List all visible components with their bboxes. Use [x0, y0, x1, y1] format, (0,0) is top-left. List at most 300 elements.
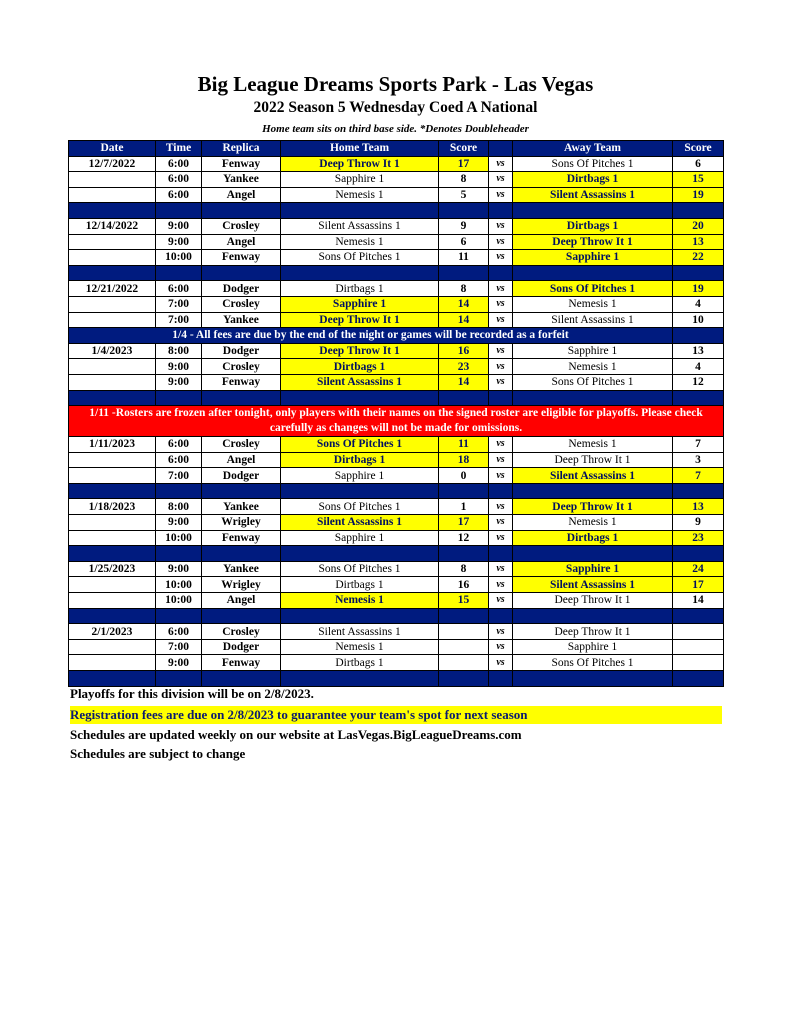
- away-score: 24: [673, 561, 724, 577]
- vs-label: vs: [489, 593, 513, 609]
- vs-label: vs: [489, 437, 513, 453]
- spacer-cell: [673, 203, 724, 219]
- away-score: 14: [673, 593, 724, 609]
- away-score: 13: [673, 234, 724, 250]
- away-team: Deep Throw It 1: [513, 593, 673, 609]
- spacer-cell: [439, 671, 489, 687]
- home-score: 5: [439, 187, 489, 203]
- game-replica: Dodger: [202, 343, 281, 359]
- vs-label: vs: [489, 359, 513, 375]
- game-replica: Yankee: [202, 499, 281, 515]
- spacer-cell: [281, 265, 439, 281]
- away-team: Silent Assassins 1: [513, 577, 673, 593]
- notice-row: [69, 328, 724, 344]
- away-team: Sons Of Pitches 1: [513, 374, 673, 390]
- game-replica: Yankee: [202, 172, 281, 188]
- game-replica: Crosley: [202, 437, 281, 453]
- home-team: Dirtbags 1: [281, 281, 439, 297]
- game-time: 7:00: [156, 312, 202, 328]
- page-subtitle: 2022 Season 5 Wednesday Coed A National: [253, 99, 538, 116]
- home-score: 8: [439, 281, 489, 297]
- vs-label: vs: [489, 172, 513, 188]
- game-date: 1/18/2023: [69, 499, 156, 515]
- game-replica: Angel: [202, 234, 281, 250]
- spacer-cell: [673, 608, 724, 624]
- game-time: 6:00: [156, 156, 202, 172]
- game-date: [69, 577, 156, 593]
- away-score: 3: [673, 452, 724, 468]
- game-time: 8:00: [156, 499, 202, 515]
- roster-alert-text: 1/11 -Rosters are frozen after tonight, only players with their names on the signed roster are eligible for playoffs. Please check carefully as changes will not be made for omissions.: [69, 406, 724, 437]
- spacer-cell: [281, 390, 439, 406]
- game-time: 8:00: [156, 343, 202, 359]
- spacer-cell: [69, 390, 156, 406]
- spacer-cell: [513, 483, 673, 499]
- home-team: Sapphire 1: [281, 468, 439, 484]
- game-replica: Dodger: [202, 468, 281, 484]
- spacer-cell: [202, 608, 281, 624]
- vs-label: vs: [489, 515, 513, 531]
- home-score: 23: [439, 359, 489, 375]
- spacer-cell: [156, 483, 202, 499]
- home-score: [439, 639, 489, 655]
- vs-label: vs: [489, 374, 513, 390]
- home-team: Deep Throw It 1: [281, 156, 439, 172]
- spacer-cell: [439, 390, 489, 406]
- game-replica: Dodger: [202, 281, 281, 297]
- game-date: [69, 250, 156, 266]
- home-score: 6: [439, 234, 489, 250]
- home-score: [439, 655, 489, 671]
- game-replica: Crosley: [202, 296, 281, 312]
- game-time: 6:00: [156, 172, 202, 188]
- away-score: 12: [673, 374, 724, 390]
- away-team: Silent Assassins 1: [513, 468, 673, 484]
- game-row: [69, 359, 724, 375]
- game-time: 7:00: [156, 639, 202, 655]
- away-team: Deep Throw It 1: [513, 234, 673, 250]
- away-score: 7: [673, 437, 724, 453]
- game-time: 10:00: [156, 250, 202, 266]
- spacer-cell: [513, 390, 673, 406]
- game-row: [69, 468, 724, 484]
- home-team: Silent Assassins 1: [281, 374, 439, 390]
- game-time: 6:00: [156, 624, 202, 640]
- game-row: [69, 577, 724, 593]
- page-title: Big League Dreams Sports Park - Las Vegas: [197, 72, 594, 96]
- game-replica: Crosley: [202, 218, 281, 234]
- away-score: 6: [673, 156, 724, 172]
- game-time: 9:00: [156, 234, 202, 250]
- playoffs-note: Playoffs for this division will be on 2/8/2023.: [70, 686, 314, 701]
- home-score: 16: [439, 343, 489, 359]
- game-time: 10:00: [156, 530, 202, 546]
- spacer-cell: [281, 608, 439, 624]
- schedule-note: Home team sits on third base side. *Denotes Doubleheader: [262, 123, 529, 135]
- spacer-cell: [156, 608, 202, 624]
- away-score: 10: [673, 312, 724, 328]
- game-replica: Angel: [202, 187, 281, 203]
- away-team: Sapphire 1: [513, 561, 673, 577]
- spacer-cell: [281, 203, 439, 219]
- game-replica: Yankee: [202, 561, 281, 577]
- spacer-row: [69, 546, 724, 562]
- game-replica: Fenway: [202, 530, 281, 546]
- roster-alert-row: [69, 406, 724, 437]
- vs-label: vs: [489, 281, 513, 297]
- home-score: [439, 624, 489, 640]
- home-team: Sons Of Pitches 1: [281, 561, 439, 577]
- spacer-cell: [489, 546, 513, 562]
- spacer-cell: [69, 203, 156, 219]
- home-team: Sapphire 1: [281, 296, 439, 312]
- game-time: 10:00: [156, 593, 202, 609]
- away-team: Dirtbags 1: [513, 218, 673, 234]
- game-time: 9:00: [156, 359, 202, 375]
- spacer-cell: [69, 483, 156, 499]
- home-score: 14: [439, 374, 489, 390]
- away-team: Sapphire 1: [513, 343, 673, 359]
- game-time: 9:00: [156, 218, 202, 234]
- vs-label: vs: [489, 343, 513, 359]
- home-score: 17: [439, 156, 489, 172]
- home-score: 0: [439, 468, 489, 484]
- spacer-cell: [513, 671, 673, 687]
- game-row: [69, 218, 724, 234]
- away-score: [673, 624, 724, 640]
- game-row: [69, 655, 724, 671]
- home-team: Nemesis 1: [281, 593, 439, 609]
- home-team: Silent Assassins 1: [281, 515, 439, 531]
- header-away-team: Away Team: [513, 141, 673, 157]
- spacer-row: [69, 608, 724, 624]
- spacer-row: [69, 390, 724, 406]
- home-score: 14: [439, 312, 489, 328]
- vs-label: vs: [489, 218, 513, 234]
- spacer-cell: [439, 203, 489, 219]
- spacer-cell: [439, 546, 489, 562]
- spacer-cell: [69, 546, 156, 562]
- spacer-cell: [513, 265, 673, 281]
- game-time: 9:00: [156, 374, 202, 390]
- game-time: 6:00: [156, 437, 202, 453]
- game-time: 6:00: [156, 452, 202, 468]
- spacer-cell: [202, 265, 281, 281]
- game-row: [69, 296, 724, 312]
- home-team: Dirtbags 1: [281, 577, 439, 593]
- vs-label: vs: [489, 561, 513, 577]
- vs-label: vs: [489, 452, 513, 468]
- game-date: [69, 312, 156, 328]
- vs-label: vs: [489, 468, 513, 484]
- away-score: 20: [673, 218, 724, 234]
- game-date: [69, 515, 156, 531]
- spacer-cell: [489, 608, 513, 624]
- home-score: 15: [439, 593, 489, 609]
- game-date: [69, 234, 156, 250]
- away-score: [673, 655, 724, 671]
- spacer-cell: [156, 265, 202, 281]
- home-team: Dirtbags 1: [281, 359, 439, 375]
- away-score: 19: [673, 281, 724, 297]
- spacer-cell: [489, 483, 513, 499]
- game-row: [69, 343, 724, 359]
- away-team: Nemesis 1: [513, 437, 673, 453]
- game-time: 9:00: [156, 655, 202, 671]
- home-team: Dirtbags 1: [281, 452, 439, 468]
- game-replica: Fenway: [202, 250, 281, 266]
- spacer-cell: [156, 203, 202, 219]
- spacer-cell: [489, 203, 513, 219]
- game-row: [69, 156, 724, 172]
- away-team: Dirtbags 1: [513, 530, 673, 546]
- away-score: 19: [673, 187, 724, 203]
- away-score: 7: [673, 468, 724, 484]
- game-row: [69, 187, 724, 203]
- vs-label: vs: [489, 250, 513, 266]
- registration-note: Registration fees are due on 2/8/2023 to guarantee your team's spot for next season: [70, 706, 722, 724]
- game-row: [69, 312, 724, 328]
- game-replica: Angel: [202, 593, 281, 609]
- game-row: [69, 530, 724, 546]
- home-score: 8: [439, 561, 489, 577]
- game-date: [69, 172, 156, 188]
- vs-label: vs: [489, 234, 513, 250]
- game-row: [69, 374, 724, 390]
- game-replica: Fenway: [202, 374, 281, 390]
- vs-label: vs: [489, 577, 513, 593]
- game-date: 2/1/2023: [69, 624, 156, 640]
- home-score: 12: [439, 530, 489, 546]
- vs-label: vs: [489, 639, 513, 655]
- spacer-cell: [156, 390, 202, 406]
- spacer-row: [69, 203, 724, 219]
- game-date: 1/4/2023: [69, 343, 156, 359]
- spacer-cell: [202, 546, 281, 562]
- away-score: [673, 639, 724, 655]
- spacer-cell: [489, 265, 513, 281]
- home-team: Sapphire 1: [281, 530, 439, 546]
- home-team: Sons Of Pitches 1: [281, 250, 439, 266]
- header-replica: Replica: [202, 141, 281, 157]
- away-team: Sapphire 1: [513, 639, 673, 655]
- home-team: Deep Throw It 1: [281, 312, 439, 328]
- game-date: 1/25/2023: [69, 561, 156, 577]
- game-date: [69, 530, 156, 546]
- vs-label: vs: [489, 296, 513, 312]
- away-team: Nemesis 1: [513, 359, 673, 375]
- home-score: 8: [439, 172, 489, 188]
- game-replica: Fenway: [202, 156, 281, 172]
- game-date: 1/11/2023: [69, 437, 156, 453]
- spacer-cell: [202, 203, 281, 219]
- vs-label: vs: [489, 499, 513, 515]
- game-date: [69, 468, 156, 484]
- home-score: 11: [439, 250, 489, 266]
- home-team: Sons Of Pitches 1: [281, 499, 439, 515]
- header-away-score: Score: [673, 141, 724, 157]
- home-team: Nemesis 1: [281, 639, 439, 655]
- game-row: [69, 250, 724, 266]
- spacer-cell: [513, 546, 673, 562]
- header-time: Time: [156, 141, 202, 157]
- game-date: [69, 639, 156, 655]
- spacer-cell: [673, 328, 724, 344]
- vs-label: vs: [489, 655, 513, 671]
- game-replica: Dodger: [202, 639, 281, 655]
- game-row: [69, 437, 724, 453]
- game-row: [69, 281, 724, 297]
- spacer-cell: [439, 483, 489, 499]
- game-date: [69, 187, 156, 203]
- home-score: 11: [439, 437, 489, 453]
- game-date: [69, 359, 156, 375]
- home-score: 17: [439, 515, 489, 531]
- away-team: Dirtbags 1: [513, 172, 673, 188]
- game-time: 7:00: [156, 296, 202, 312]
- away-score: 22: [673, 250, 724, 266]
- away-score: 9: [673, 515, 724, 531]
- game-time: 10:00: [156, 577, 202, 593]
- away-team: Deep Throw It 1: [513, 499, 673, 515]
- game-replica: Fenway: [202, 655, 281, 671]
- spacer-cell: [513, 203, 673, 219]
- header-home-team: Home Team: [281, 141, 439, 157]
- home-team: Sapphire 1: [281, 172, 439, 188]
- home-score: 14: [439, 296, 489, 312]
- game-time: 7:00: [156, 468, 202, 484]
- home-team: Sons Of Pitches 1: [281, 437, 439, 453]
- away-team: Sons Of Pitches 1: [513, 655, 673, 671]
- game-row: [69, 172, 724, 188]
- away-team: Nemesis 1: [513, 515, 673, 531]
- game-row: [69, 561, 724, 577]
- spacer-cell: [489, 671, 513, 687]
- away-team: Deep Throw It 1: [513, 624, 673, 640]
- game-replica: Wrigley: [202, 577, 281, 593]
- away-score: 4: [673, 296, 724, 312]
- game-date: [69, 296, 156, 312]
- game-date: [69, 374, 156, 390]
- website-note: Schedules are updated weekly on our website at LasVegas.BigLeagueDreams.com: [70, 727, 522, 742]
- spacer-cell: [673, 483, 724, 499]
- game-time: 9:00: [156, 515, 202, 531]
- home-team: Deep Throw It 1: [281, 343, 439, 359]
- away-score: 17: [673, 577, 724, 593]
- away-score: 4: [673, 359, 724, 375]
- spacer-cell: [439, 265, 489, 281]
- game-row: [69, 639, 724, 655]
- game-replica: Angel: [202, 452, 281, 468]
- spacer-cell: [513, 608, 673, 624]
- change-note: Schedules are subject to change: [70, 746, 246, 761]
- spacer-row: [69, 265, 724, 281]
- spacer-cell: [281, 546, 439, 562]
- home-team: Nemesis 1: [281, 187, 439, 203]
- spacer-row: [69, 483, 724, 499]
- away-team: Silent Assassins 1: [513, 312, 673, 328]
- spacer-cell: [69, 265, 156, 281]
- home-score: 18: [439, 452, 489, 468]
- away-team: Sons Of Pitches 1: [513, 156, 673, 172]
- spacer-cell: [281, 671, 439, 687]
- game-replica: Wrigley: [202, 515, 281, 531]
- spacer-row: [69, 671, 724, 687]
- game-date: 12/7/2022: [69, 156, 156, 172]
- home-team: Dirtbags 1: [281, 655, 439, 671]
- vs-label: vs: [489, 624, 513, 640]
- spacer-cell: [673, 671, 724, 687]
- spacer-cell: [202, 390, 281, 406]
- header-date: Date: [69, 141, 156, 157]
- game-time: 9:00: [156, 561, 202, 577]
- spacer-cell: [156, 671, 202, 687]
- vs-label: vs: [489, 312, 513, 328]
- away-score: 23: [673, 530, 724, 546]
- vs-label: vs: [489, 530, 513, 546]
- spacer-cell: [156, 546, 202, 562]
- game-date: 12/21/2022: [69, 281, 156, 297]
- game-time: 6:00: [156, 281, 202, 297]
- away-team: Sapphire 1: [513, 250, 673, 266]
- spacer-cell: [673, 546, 724, 562]
- notice-text: 1/4 - All fees are due by the end of the night or games will be recorded as a forfeit: [69, 328, 673, 344]
- game-row: [69, 624, 724, 640]
- game-date: 12/14/2022: [69, 218, 156, 234]
- spacer-cell: [281, 483, 439, 499]
- spacer-cell: [69, 671, 156, 687]
- game-row: [69, 234, 724, 250]
- home-score: 9: [439, 218, 489, 234]
- spacer-cell: [202, 483, 281, 499]
- spacer-cell: [673, 265, 724, 281]
- spacer-cell: [69, 608, 156, 624]
- game-row: [69, 593, 724, 609]
- game-date: [69, 593, 156, 609]
- spacer-cell: [673, 390, 724, 406]
- home-team: Nemesis 1: [281, 234, 439, 250]
- game-replica: Crosley: [202, 359, 281, 375]
- home-team: Silent Assassins 1: [281, 624, 439, 640]
- spacer-cell: [439, 608, 489, 624]
- header-vs: [489, 141, 513, 157]
- game-date: [69, 655, 156, 671]
- table-header: [69, 141, 724, 157]
- vs-label: vs: [489, 156, 513, 172]
- away-team: Sons Of Pitches 1: [513, 281, 673, 297]
- schedule-table: [68, 140, 724, 687]
- game-date: [69, 452, 156, 468]
- game-time: 6:00: [156, 187, 202, 203]
- game-replica: Yankee: [202, 312, 281, 328]
- home-team: Silent Assassins 1: [281, 218, 439, 234]
- away-team: Nemesis 1: [513, 296, 673, 312]
- header-home-score: Score: [439, 141, 489, 157]
- home-score: 1: [439, 499, 489, 515]
- away-score: 13: [673, 499, 724, 515]
- away-score: 15: [673, 172, 724, 188]
- home-score: 16: [439, 577, 489, 593]
- away-score: 13: [673, 343, 724, 359]
- spacer-cell: [202, 671, 281, 687]
- spacer-cell: [489, 390, 513, 406]
- game-row: [69, 515, 724, 531]
- game-row: [69, 499, 724, 515]
- away-team: Silent Assassins 1: [513, 187, 673, 203]
- vs-label: vs: [489, 187, 513, 203]
- game-row: [69, 452, 724, 468]
- game-replica: Crosley: [202, 624, 281, 640]
